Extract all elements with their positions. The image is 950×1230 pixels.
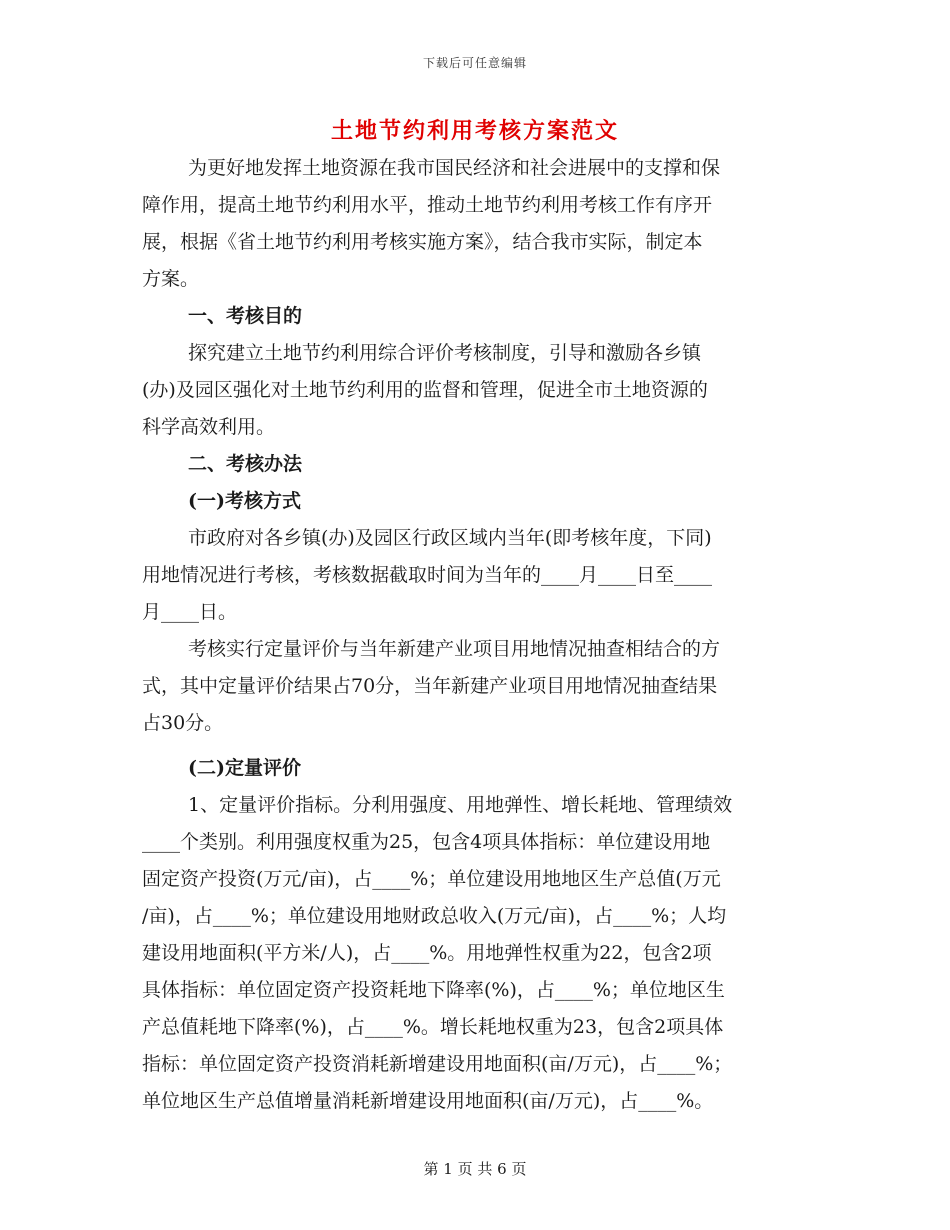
page-number: 第 1 页 共 6 页 bbox=[423, 1160, 527, 1178]
paragraph-line: 1、定量评价指标。分利用强度、用地弹性、增长耗地、管理绩效 bbox=[188, 794, 733, 816]
paragraph-line: 科学高效利用。 bbox=[142, 416, 276, 438]
subsection-heading: (一)考核方式 bbox=[188, 490, 301, 512]
section-heading: 二、考核办法 bbox=[188, 453, 303, 475]
paragraph-line: 月____日。 bbox=[142, 601, 238, 623]
paragraph-line: 固定资产投资(万元/亩)，占____%；单位建设用地地区生产总值(万元 bbox=[142, 868, 721, 890]
paragraph-line: 探究建立土地节约利用综合评价考核制度，引导和激励各乡镇 bbox=[188, 342, 702, 364]
subsection-heading: (二)定量评价 bbox=[188, 757, 301, 779]
paragraph-line: 展，根据《省土地节约利用考核实施方案》，结合我市实际，制定本 bbox=[142, 231, 703, 253]
paragraph-line: 建设用地面积(平方米/人)，占____%。用地弹性权重为22，包含2项 bbox=[142, 942, 712, 964]
paragraph-line: 指标：单位固定资产投资消耗新增建设用地面积(亩/万元)，占____%； bbox=[142, 1053, 733, 1075]
paragraph-line: 障作用，提高土地节约利用水平，推动土地节约利用考核工作有序开 bbox=[142, 194, 713, 216]
page-header: 下载后可任意编辑 bbox=[422, 56, 527, 70]
paragraph-line: ____个类别。利用强度权重为25，包含4项具体指标：单位建设用地 bbox=[142, 831, 711, 853]
paragraph-line: 用地情况进行考核，考核数据截取时间为当年的____月____日至____ bbox=[142, 564, 713, 586]
paragraph-line: /亩)，占____%；单位建设用地财政总收入(万元/亩)，占____%；人均 bbox=[142, 905, 727, 927]
paragraph-line: 产总值耗地下降率(%)，占____%。增长耗地权重为23，包含2项具体 bbox=[142, 1016, 724, 1038]
paragraph-line: 为更好地发挥土地资源在我市国民经济和社会进展中的支撑和保 bbox=[188, 157, 721, 179]
paragraph-line: 方案。 bbox=[142, 268, 200, 290]
paragraph-line: 市政府对各乡镇(办)及园区行政区域内当年(即考核年度，下同) bbox=[188, 527, 712, 549]
paragraph-line: 单位地区生产总值增量消耗新增建设用地面积(亩/万元)，占____%。 bbox=[142, 1090, 714, 1112]
paragraph-line: 考核实行定量评价与当年新建产业项目用地情况抽查相结合的方 bbox=[188, 638, 721, 660]
paragraph-line: (办)及园区强化对土地节约利用的监督和管理，促进全市土地资源的 bbox=[142, 379, 708, 401]
paragraph-line: 式，其中定量评价结果占70分，当年新建产业项目用地情况抽查结果 bbox=[142, 675, 718, 697]
document-body bbox=[142, 150, 812, 1120]
document-title: 土地节约利用考核方案范文 bbox=[330, 118, 619, 144]
paragraph-line: 具体指标：单位固定资产投资耗地下降率(%)，占____%；单位地区生 bbox=[142, 979, 725, 1001]
section-heading: 一、考核目的 bbox=[188, 305, 303, 327]
paragraph-line: 占30分。 bbox=[142, 712, 224, 734]
